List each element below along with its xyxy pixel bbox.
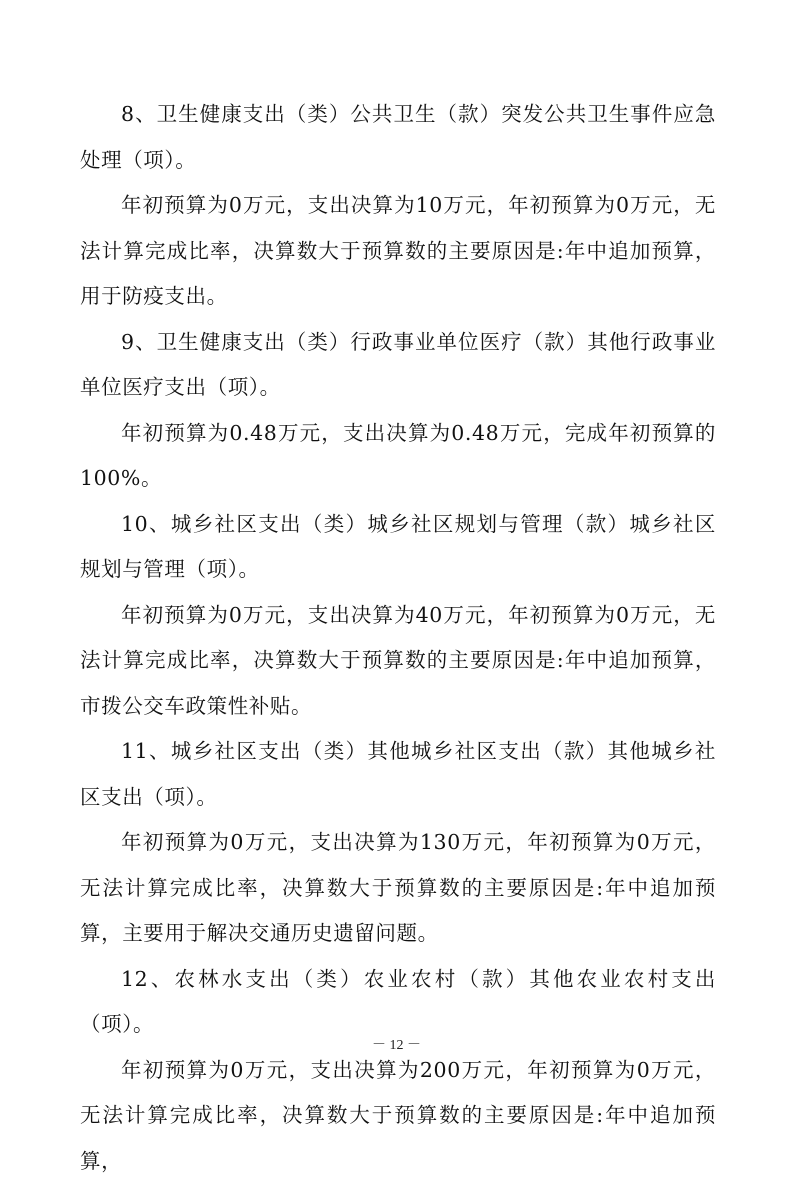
paragraph-item-12-detail: 年初预算为0万元，支出决算为200万元，年初预算为0万元，无法计算完成比率，决算数大于预算数的主要原因是:年中追加预算， <box>80 1048 716 1184</box>
page-number: － 12 － <box>0 1034 793 1054</box>
paragraph-item-10-heading: 10、城乡社区支出（类）城乡社区规划与管理（款）城乡社区规划与管理（项）。 <box>80 502 716 593</box>
paragraph-item-9-detail: 年初预算为0.48万元，支出决算为0.48万元，完成年初预算的100%。 <box>80 411 716 502</box>
paragraph-item-8-detail: 年初预算为0万元，支出决算为10万元，年初预算为0万元，无法计算完成比率，决算数大于预算数的主要原因是:年中追加预算，用于防疫支出。 <box>80 183 716 320</box>
paragraph-item-11-heading: 11、城乡社区支出（类）其他城乡社区支出（款）其他城乡社区支出（项）。 <box>80 729 716 820</box>
paragraph-item-12-heading: 12、农林水支出（类）农业农村（款）其他农业农村支出（项）。 <box>80 957 716 1048</box>
paragraph-item-8-heading: 8、卫生健康支出（类）公共卫生（款）突发公共卫生事件应急处理（项）。 <box>80 92 716 183</box>
document-body <box>80 92 716 1184</box>
paragraph-item-9-heading: 9、卫生健康支出（类）行政事业单位医疗（款）其他行政事业单位医疗支出（项）。 <box>80 320 716 411</box>
paragraph-item-11-detail: 年初预算为0万元，支出决算为130万元，年初预算为0万元，无法计算完成比率，决算数大于预算数的主要原因是:年中追加预算，主要用于解决交通历史遗留问题。 <box>80 820 716 957</box>
paragraph-item-10-detail: 年初预算为0万元，支出决算为40万元，年初预算为0万元，无法计算完成比率，决算数大于预算数的主要原因是:年中追加预算，市拨公交车政策性补贴。 <box>80 593 716 730</box>
